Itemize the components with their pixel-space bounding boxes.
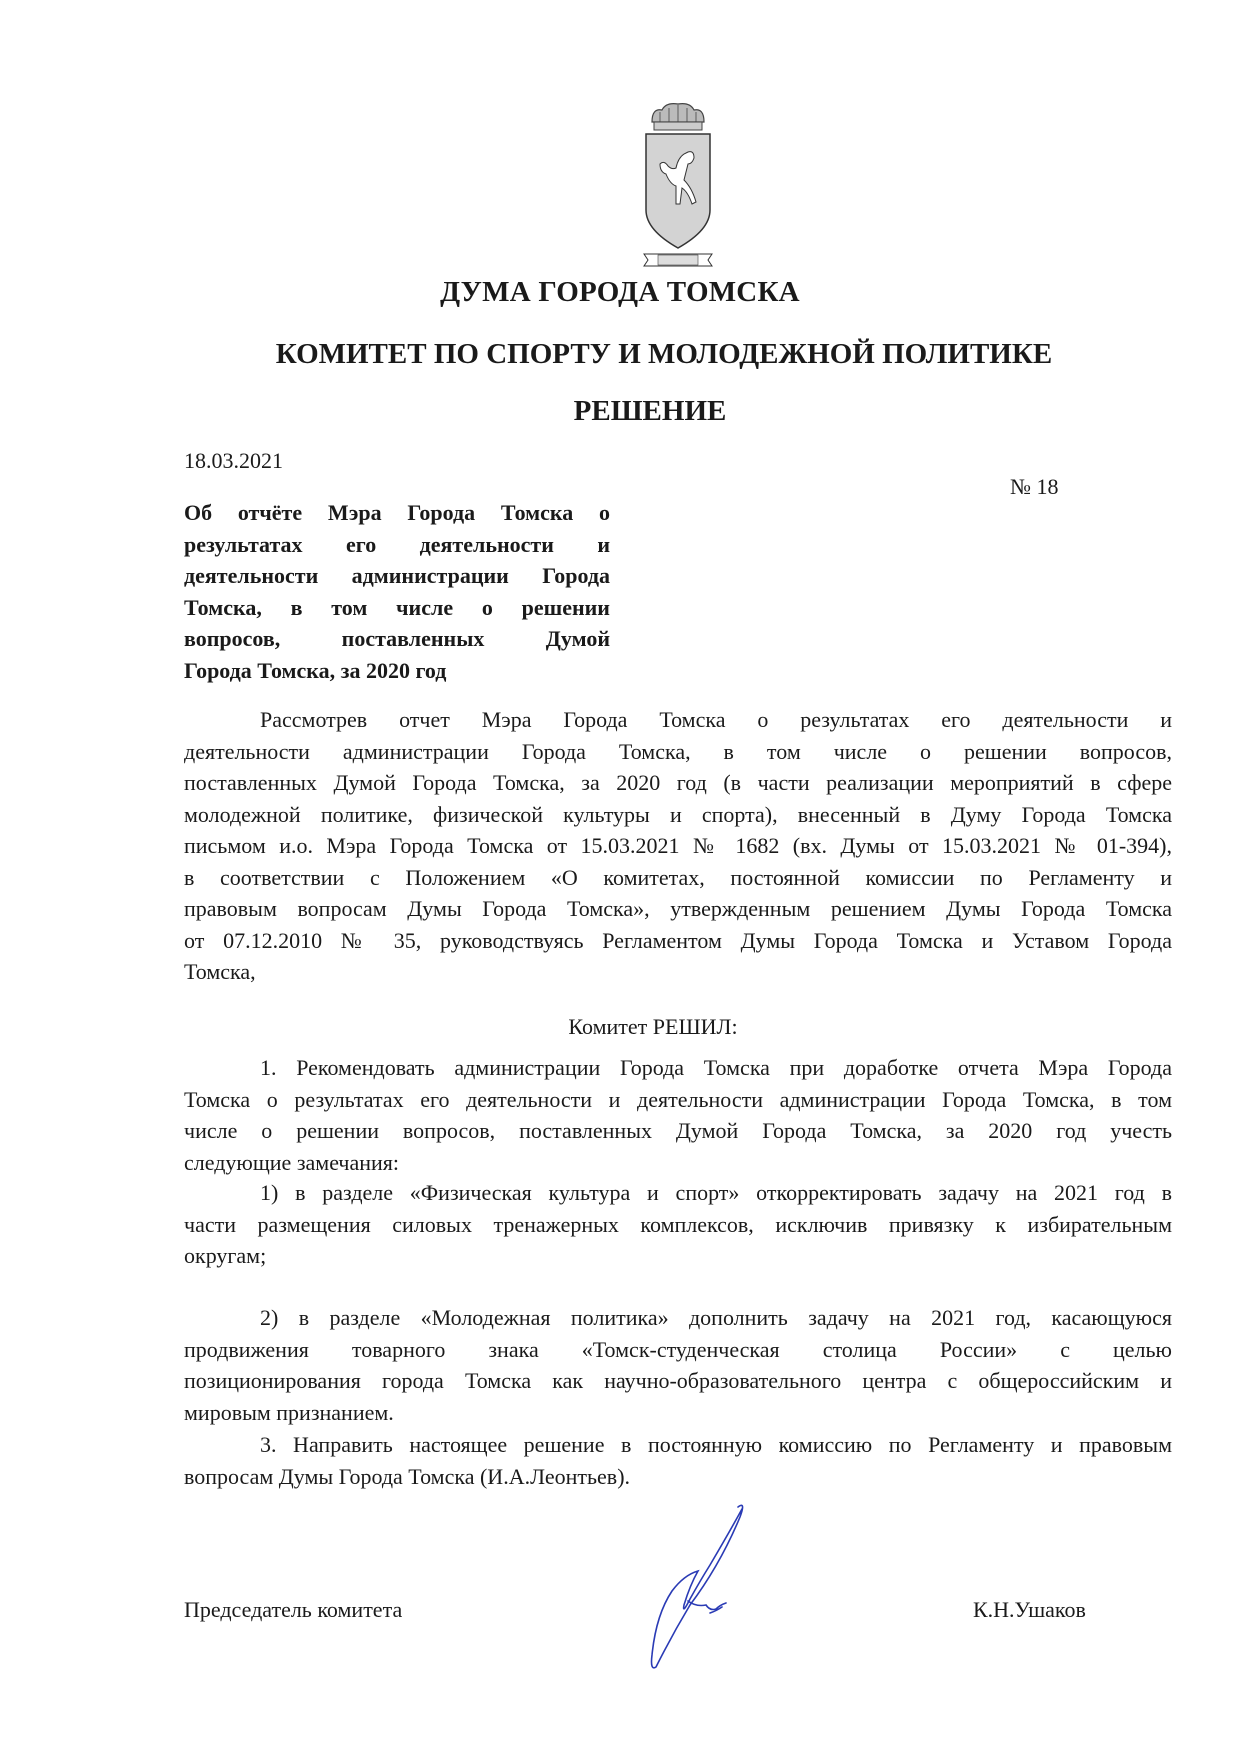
- handwritten-signature-icon: [560, 1495, 820, 1675]
- paragraph-line: Рассмотрев отчет Мэра Города Томска о результатах его деятельности и: [260, 707, 1172, 732]
- coat-of-arms-icon: [638, 100, 718, 275]
- document-type-title: РЕШЕНИЕ: [573, 395, 727, 427]
- paragraph-line: позиционирования города Томска как научно-образовательного центра с общероссийским и: [184, 1368, 1172, 1393]
- document-subject: [184, 497, 610, 686]
- paragraph-line: части размещения силовых тренажерных комплексов, исключив привязку к избирательным: [184, 1211, 1172, 1237]
- paragraph-line: 1) в разделе «Физическая культура и спорт» откорректировать задачу на 2021 год в: [260, 1180, 1172, 1205]
- decision-item-3: [184, 1429, 1172, 1492]
- paragraph-line: деятельности администрации Города Томска, в том числе о решении вопросов,: [184, 738, 1172, 764]
- decision-subitem-2: [184, 1302, 1172, 1428]
- paragraph-line: 3. Направить настоящее решение в постоянную комиссию по Регламенту и правовым: [260, 1432, 1172, 1457]
- subject-line: Города Томска, за 2020 год: [184, 657, 447, 683]
- resolved-heading: Комитет РЕШИЛ:: [568, 1014, 738, 1039]
- decision-item-1: [184, 1052, 1172, 1178]
- paragraph-line: Томска о результатах его деятельности и деятельности администрации Города Томска, в том: [184, 1086, 1172, 1112]
- subject-line: Об отчёте Мэра Города Томска о: [184, 500, 610, 525]
- paragraph-line: поставленных Думой Города Томска, за 2020 год (в части реализации мероприятий в сфере: [184, 770, 1172, 795]
- signatory-name: К.Н.Ушаков: [973, 1597, 1086, 1622]
- signatory-position: Председатель комитета: [184, 1597, 403, 1622]
- subject-line: результатах его деятельности и: [184, 531, 610, 557]
- committee-title: КОМИТЕТ ПО СПОРТУ И МОЛОДЕЖНОЙ ПОЛИТИКЕ: [275, 338, 1053, 370]
- document-date: 18.03.2021: [184, 448, 283, 473]
- subject-line: вопросов, поставленных Думой: [184, 626, 610, 651]
- paragraph-line: в соответствии с Положением «О комитетах, постоянной комиссии по Регламенту и: [184, 864, 1172, 890]
- paragraph-line: следующие замечания:: [184, 1149, 400, 1175]
- paragraph-line: округам;: [184, 1243, 267, 1268]
- paragraph-line: мировым признанием.: [184, 1399, 394, 1425]
- paragraph-line: правовым вопросам Думы Города Томска», утвержденным решением Думы Города Томска: [184, 896, 1172, 921]
- paragraph-line: вопросам Думы Города Томска (И.А.Леонтьев).: [184, 1463, 631, 1489]
- paragraph-line: Томска,: [184, 959, 256, 984]
- paragraph-line: молодежной политике, физической культуры и спорта), внесенный в Думу Города Томска: [184, 801, 1172, 827]
- organization-title: ДУМА ГОРОДА ТОМСКА: [440, 276, 800, 308]
- subject-line: Томска, в том числе о решении: [184, 594, 610, 620]
- decision-subitem-1: [184, 1177, 1172, 1272]
- paragraph-line: письмом и.о. Мэра Города Томска от 15.03.2021 № 1682 (вх. Думы от 15.03.2021 № 01-394),: [184, 833, 1172, 858]
- paragraph-line: 1. Рекомендовать администрации Города Томска при доработке отчета Мэра Города: [260, 1055, 1172, 1080]
- document-number: № 18: [1010, 474, 1059, 499]
- paragraph-line: от 07.12.2010 № 35, руководствуясь Регламентом Думы Города Томска и Уставом Города: [184, 927, 1172, 953]
- subject-line: деятельности администрации Города: [184, 563, 610, 588]
- paragraph-line: продвижения товарного знака «Томск-студенческая столица России» с целью: [184, 1336, 1172, 1362]
- paragraph-line: 2) в разделе «Молодежная политика» дополнить задачу на 2021 год, касающуюся: [260, 1305, 1172, 1330]
- intro-paragraph: [184, 704, 1172, 988]
- paragraph-line: числе о решении вопросов, поставленных Думой Города Томска, за 2020 год учесть: [184, 1118, 1172, 1143]
